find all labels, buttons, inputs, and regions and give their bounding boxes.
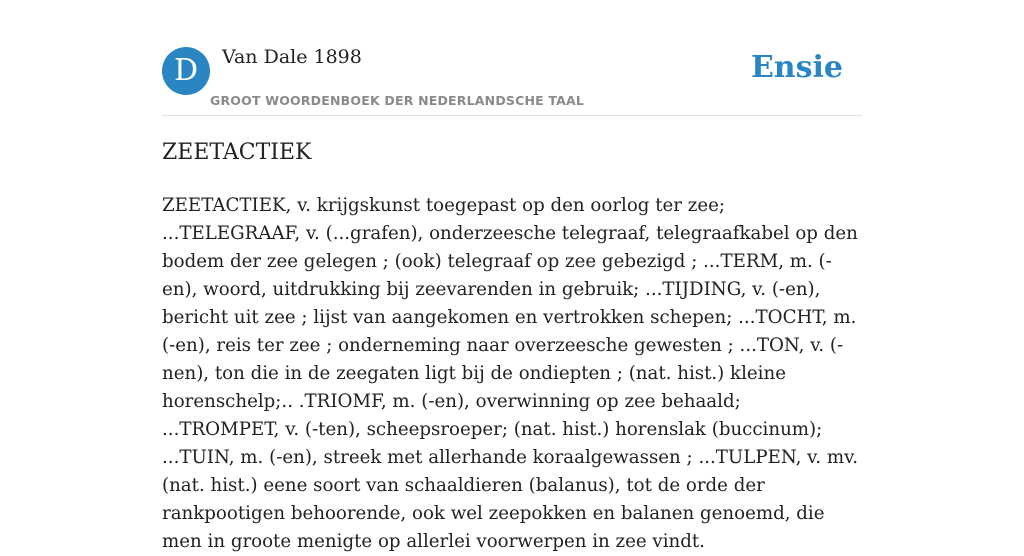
ensie-logo-link[interactable]: Ensie [750, 50, 843, 85]
dictionary-logo-icon[interactable]: D [162, 47, 210, 95]
content-container [162, 0, 862, 552]
dictionary-header [162, 0, 862, 116]
dictionary-title[interactable]: Van Dale 1898 [222, 46, 362, 68]
dictionary-subtitle: GROOT WOORDENBOEK DER NEDERLANDSCHE TAAL [210, 93, 585, 108]
entry-headword: ZEETACTIEK [162, 140, 312, 165]
entry-definition: ZEETACTIEK, v. krijgskunst toegepast op den oorlog ter zee; ...TELEGRAAF, v. (...grafen), onderzeesche telegraaf, telegraafkabel op den bodem der zee gelegen ; (ook) telegraaf op zee gebezigd ; ...TERM, m. (-en), woord, uitdrukking bij zeevarenden in gebruik; ...TIJDING, v. (-en), bericht uit zee ; lijst van aangekomen en vertrokken schepen; ...TOCHT, m. (-en), reis ter zee ; onderneming naar overzeesche gewesten ; ...TON, v. (-nen), ton die in de zeegaten ligt bij de ondiepten ; (nat. hist.) kleine horenschelp;.. .TRIOMF, m. (-en), overwinning op zee behaald; ...TROMPET, v. (-ten), scheepsroeper; (nat. hist.) horenslak (buccinum); ...TUIN, m. (-en), streek met allerhande koraalgewassen ; ...TULPEN, v. mv. (nat. hist.) eene soort van schaaldieren (balanus), tot de orde der rankpootigen behoorende, ook wel zeepokken en balanen genoemd, die men in groote menigte op allerlei voorwerpen in zee vindt. [162, 195, 858, 552]
